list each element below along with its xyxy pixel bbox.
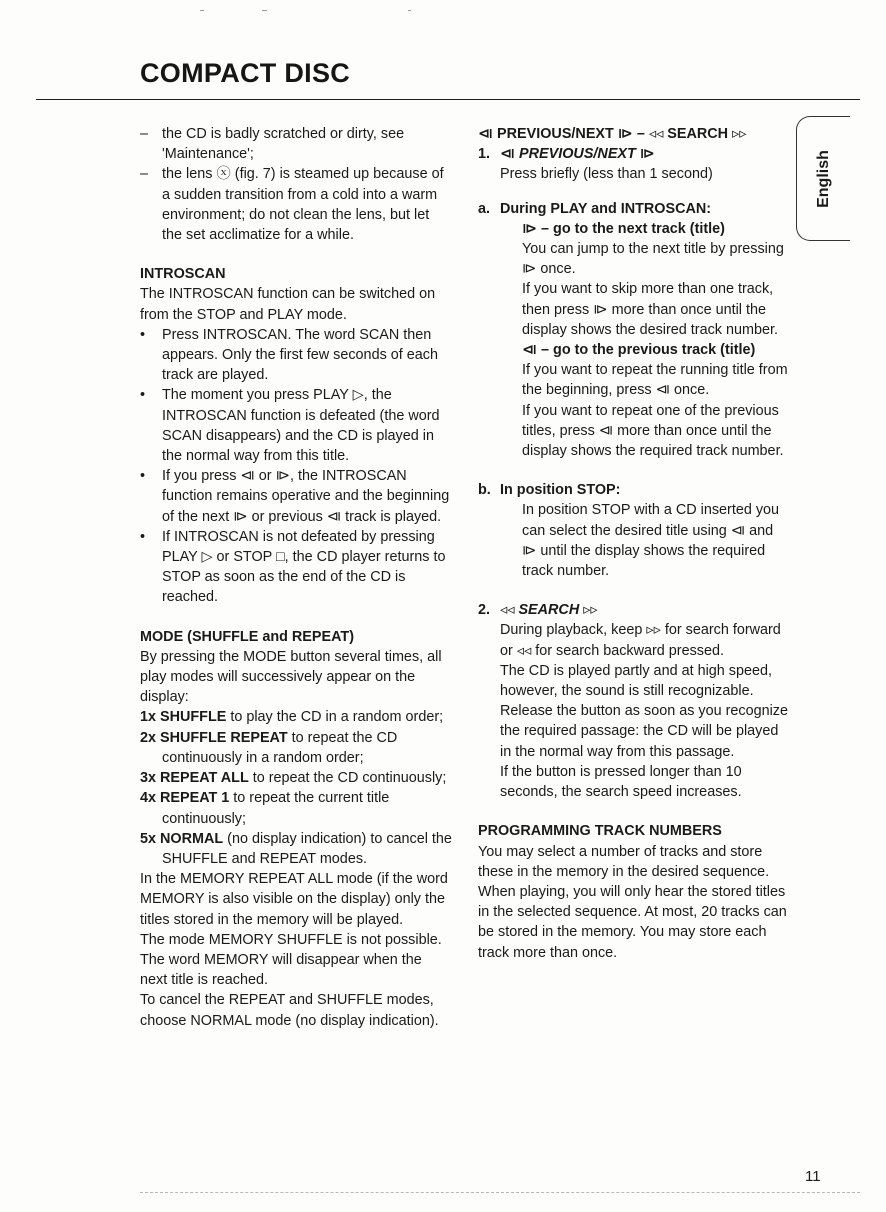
section-2-heading: 2. ◃◃ SEARCH ▹▹ [478, 602, 598, 619]
right-column [478, 124, 790, 963]
next-track-heading: ⧐ – go to the next track (title) [522, 220, 725, 237]
previous-next-search-heading: ⧏ PREVIOUS/NEXT ⧐ – ◃◃ SEARCH ▹▹ [478, 126, 747, 142]
list-item: • Press INTROSCAN. The word SCAN then appears. Only the first few seconds of each track are played. [140, 326, 438, 384]
paragraph: During playback, keep ▹▹ for search forward or ◃◃ for search backward pressed. [500, 622, 781, 659]
cancel-mode-paragraph: To cancel the REPEAT and SHUFFLE modes, choose NORMAL mode (no display indication). [140, 992, 439, 1029]
language-tab [796, 116, 850, 241]
section-1-intro: Press briefly (less than 1 second) [500, 166, 713, 183]
subsection-a-heading: a. During PLAY and INTROSCAN: [478, 200, 712, 217]
section-1-heading: 1. ⧏ PREVIOUS/NEXT ⧐ [478, 146, 655, 163]
list-item: 3x REPEAT ALL to repeat the CD continuously; [140, 770, 447, 787]
title-rule [36, 99, 860, 100]
previous-track-heading: ⧏ – go to the previous track (title) [522, 342, 756, 359]
introscan-paragraph: The INTROSCAN function can be switched on from the STOP and PLAY mode. [140, 286, 436, 323]
scan-speck [408, 10, 411, 11]
memory-shuffle-paragraph: The mode MEMORY SHUFFLE is not possible. The word MEMORY will disappear when the next title is reached. [140, 931, 442, 989]
paragraph: If you want to repeat the running title from the beginning, press ⧏ once. [522, 362, 788, 399]
language-tab-label: English [815, 150, 832, 208]
scan-speck [200, 10, 204, 11]
list-item: 2x SHUFFLE REPEAT to repeat the CD continuously in a random order; [140, 729, 398, 766]
scan-speck [262, 10, 267, 11]
subsection-b-body [522, 500, 790, 581]
programming-paragraph: You may select a number of tracks and store these in the memory in the desired sequence. When playing, you will only hear the stored titles in the selected sequence. At most, 20 tracks can be stored in the memory. You may store each track more than once. [478, 843, 787, 961]
subsection-b-heading: b. In position STOP: [478, 482, 621, 499]
subsection-a-body [522, 219, 790, 461]
list-item: • If INTROSCAN is not defeated by pressing PLAY ▷ or STOP □, the CD player returns to STOP as soon as the end of the CD is reached. [140, 528, 446, 606]
paragraph: Release the button as soon as you recognize the required passage: the CD will be played in the normal way from this passage. [500, 703, 789, 760]
paragraph: The CD is played partly and at high speed, however, the sound is still recognizable. [500, 662, 772, 700]
list-item: – the CD is badly scratched or dirty, see 'Maintenance'; [140, 126, 405, 163]
list-item: 5x NORMAL (no display indication) to cancel the SHUFFLE and REPEAT modes. [140, 830, 452, 867]
list-item: • The moment you press PLAY ▷, the INTROSCAN function is defeated (the word SCAN disappears) and the CD is played in the normal way from this title. [140, 387, 440, 465]
paragraph: If the button is pressed longer than 10 seconds, the search speed increases. [500, 763, 742, 801]
paragraph: In position STOP with a CD inserted you can select the desired title using ⧏ and ⧐ until the display shows the required track number. [522, 502, 780, 580]
left-column [140, 124, 452, 1031]
paragraph: You can jump to the next title by pressing ⧐ once. [522, 241, 784, 278]
list-item: • If you press ⧏ or ⧐, the INTROSCAN function remains operative and the beginning of the next ⧐ or previous ⧏ track is played. [140, 468, 450, 525]
memory-repeat-paragraph: In the MEMORY REPEAT ALL mode (if the word MEMORY is also visible on the display) only the titles stored in the memory will be played. [140, 871, 448, 928]
list-item: 1x SHUFFLE to play the CD in a random order; [140, 709, 444, 726]
list-item: 4x REPEAT 1 to repeat the current title continuously; [140, 790, 390, 827]
programming-heading: PROGRAMMING TRACK NUMBERS [478, 823, 722, 840]
page-number: 11 [805, 1168, 821, 1185]
page-title: COMPACT DISC [140, 58, 351, 88]
bottom-scan-line [140, 1192, 860, 1193]
paragraph: If you want to repeat one of the previous titles, press ⧏ more than once until the display shows the required track number. [522, 402, 784, 460]
list-item: – the lens ⓧ (fig. 7) is steamed up because of a sudden transition from a cold into a warm environment; do not clean the lens, but let the set acclimatize for a while. [140, 166, 444, 244]
mode-paragraph: By pressing the MODE button several times, all play modes will successively appear on the display: [140, 648, 442, 706]
paragraph: If you want to skip more than one track, then press ⧐ more than once until the display shows the desired track number. [522, 281, 778, 338]
introscan-heading: INTROSCAN [140, 266, 226, 283]
section-2-body [500, 620, 790, 802]
mode-heading: MODE (SHUFFLE and REPEAT) [140, 628, 354, 645]
